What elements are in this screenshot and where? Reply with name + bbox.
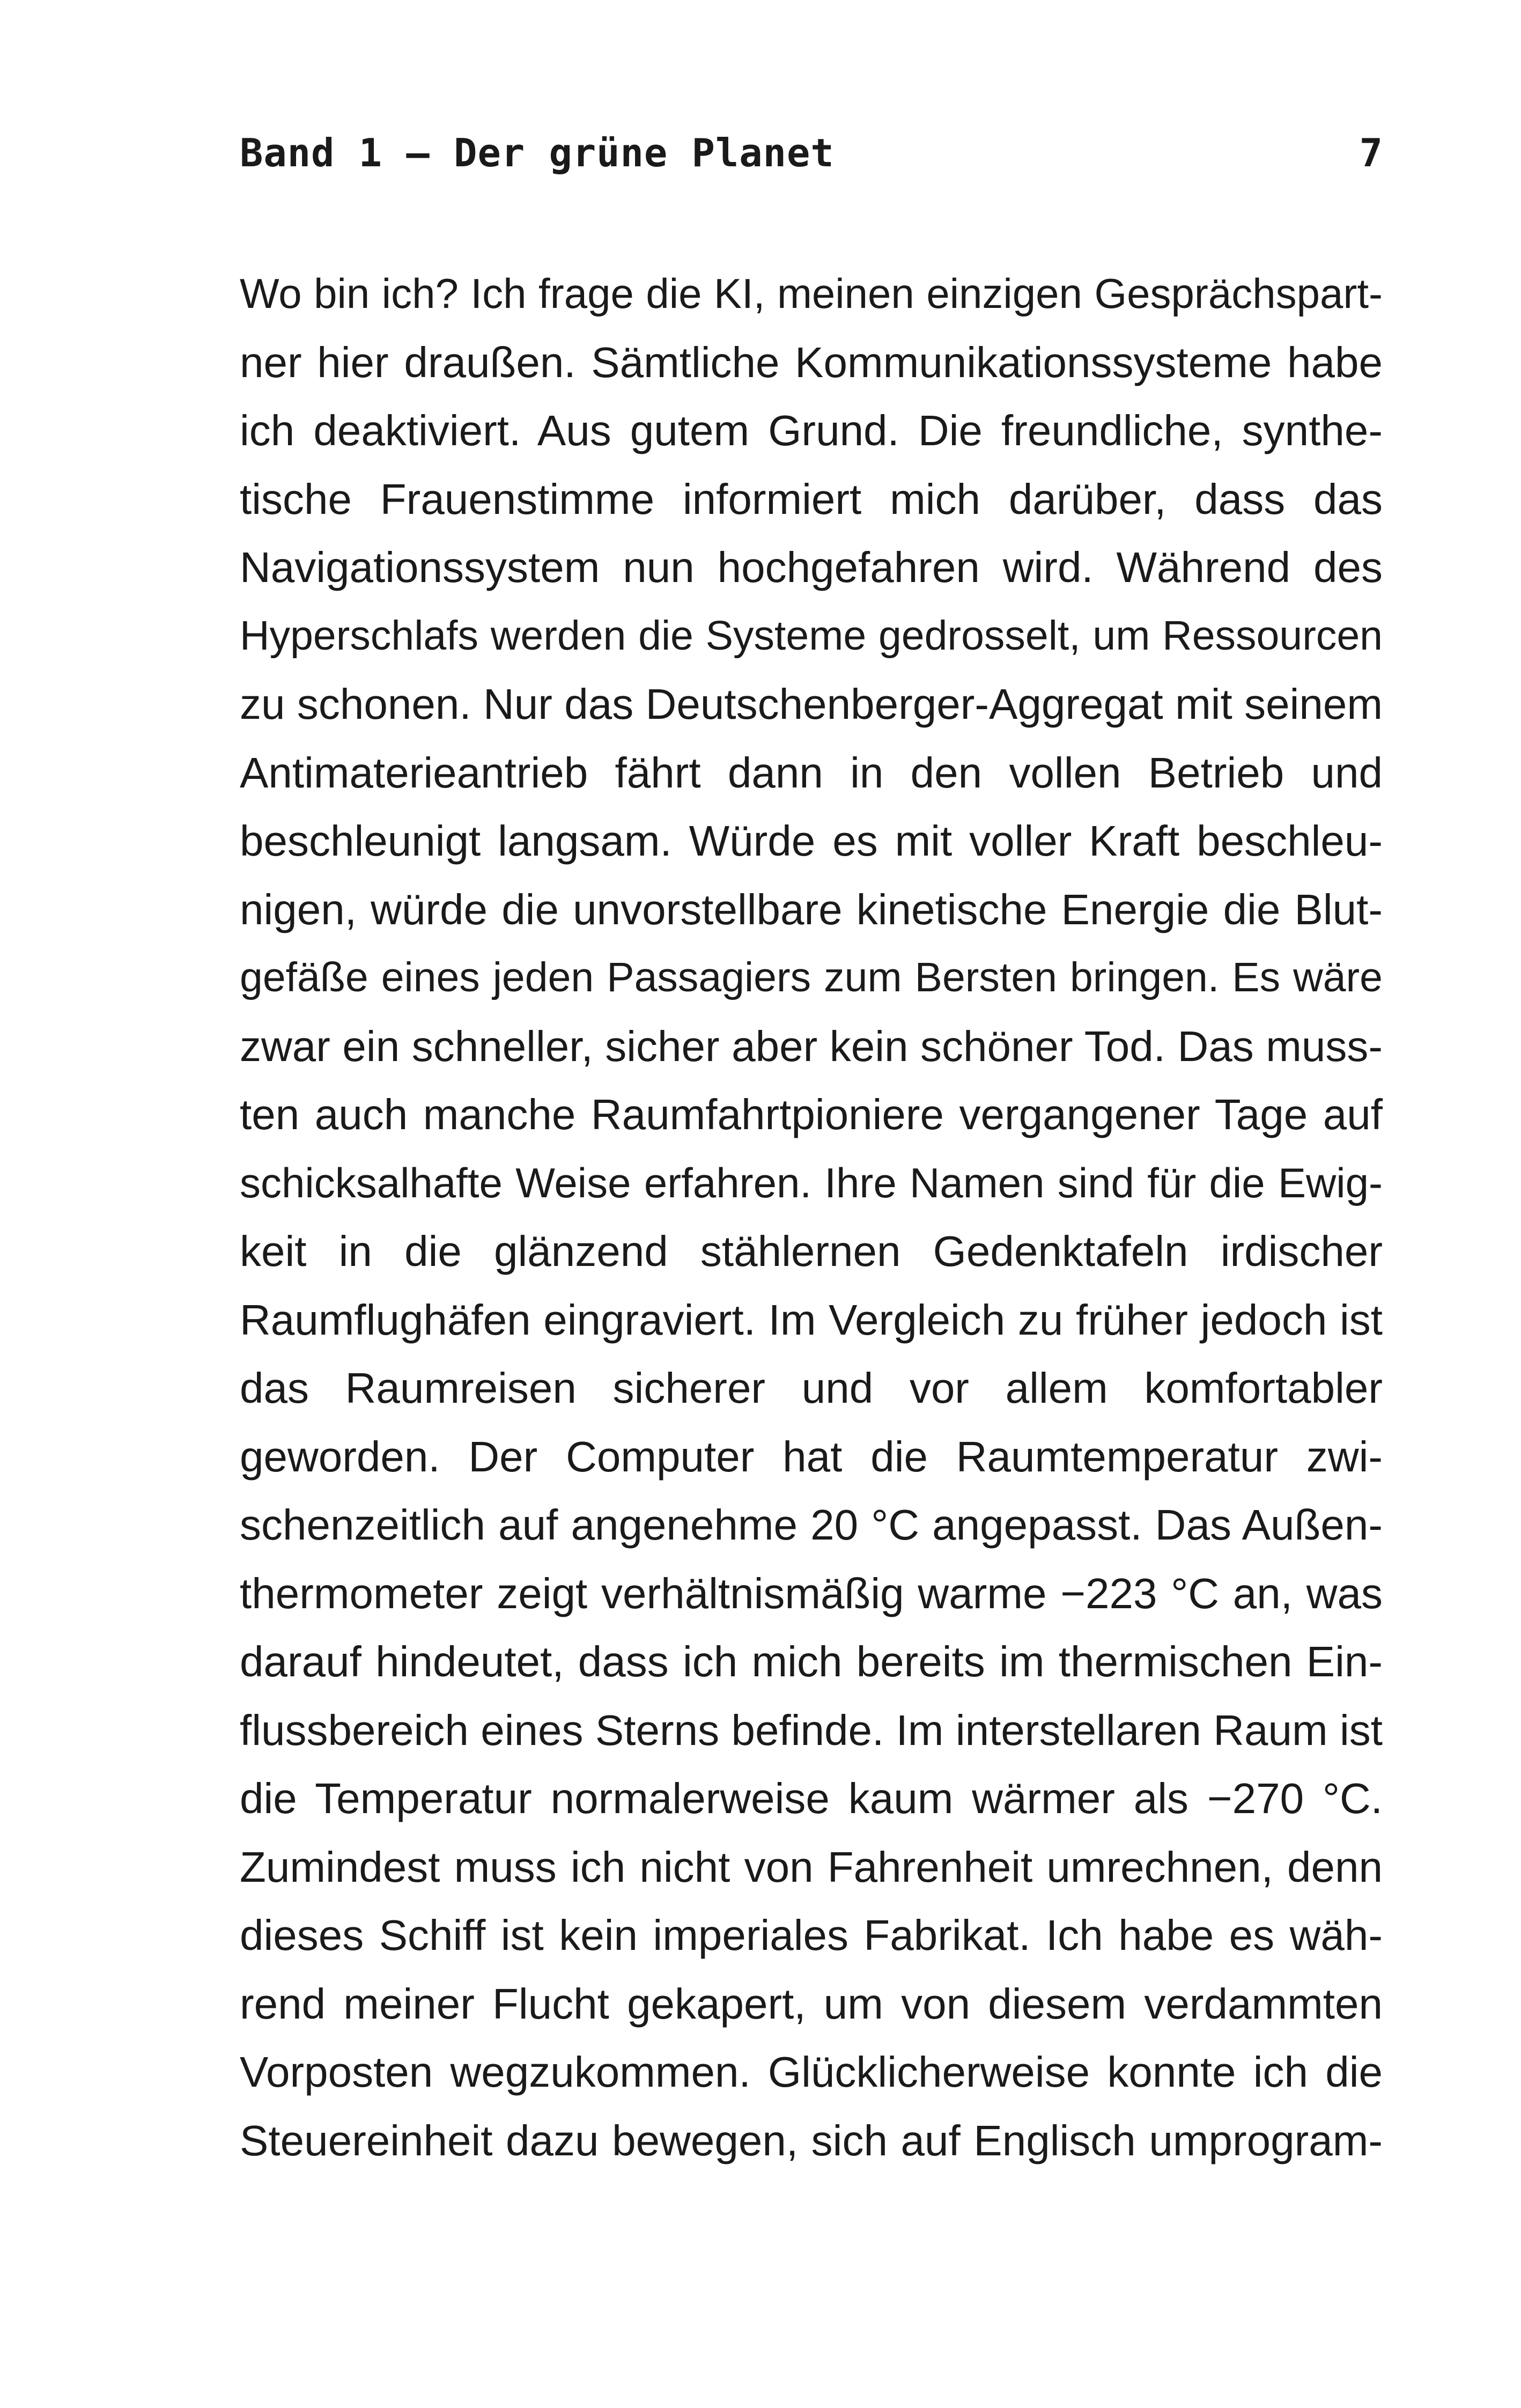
text-line: schenzeitlich auf angenehme 20 °C angepasst. Das Außen- <box>240 1501 1383 1549</box>
text-line: darauf hindeutet, dass ich mich bereits im thermischen Ein- <box>240 1638 1383 1685</box>
text-line: dieses Schiff ist kein imperiales Fabrikat. Ich habe es wäh- <box>240 1911 1383 1959</box>
text-line: zwar ein schneller, sicher aber kein schöner Tod. Das muss- <box>240 1022 1383 1070</box>
text-line: ich deaktiviert. Aus gutem Grund. Die freundliche, synthe- <box>240 407 1383 454</box>
text-line: Raumflughäfen eingraviert. Im Vergleich zu früher jedoch ist <box>240 1295 1383 1344</box>
text-line: Vorposten wegzukommen. Glücklicherweise konnte ich die <box>240 2048 1383 2096</box>
text-line: Wo bin ich? Ich frage die KI, meinen einzigen Gesprächspart- <box>240 270 1383 317</box>
text-line: ner hier draußen. Sämtliche Kommunikationssysteme habe <box>240 338 1383 386</box>
text-line: Hyperschlafs werden die Systeme gedrosselt, um Ressourcen <box>240 612 1383 659</box>
text-line: das Raumreisen sicherer und vor allem komfortabler <box>240 1364 1383 1412</box>
text-line: Antimaterieantrieb fährt dann in den vollen Betrieb und <box>240 748 1383 797</box>
text-line: gefäße eines jeden Passagiers zum Bersten bringen. Es wäre <box>240 954 1383 1000</box>
text-line: beschleunigt langsam. Würde es mit voller Kraft beschleu- <box>240 817 1383 865</box>
text-line: nigen, würde die unvorstellbare kinetische Energie die Blut- <box>240 885 1383 933</box>
text-line: Zumindest muss ich nicht von Fahrenheit umrechnen, denn <box>240 1843 1383 1891</box>
text-line: keit in die glänzend stählernen Gedenktafeln irdischer <box>240 1227 1383 1275</box>
text-line: ten auch manche Raumfahrtpioniere vergangener Tage auf <box>240 1091 1383 1138</box>
body-paragraph <box>240 260 1383 2175</box>
text-line: flussbereich eines Sterns befinde. Im interstellaren Raum ist <box>240 1706 1383 1754</box>
text-line: rend meiner Flucht gekapert, um von diesem verdammten <box>240 1979 1383 2028</box>
text-line: Navigationssystem nun hochgefahren wird. Während des <box>240 543 1383 591</box>
text-line: thermometer zeigt verhältnismäßig warme −223 °C an, was <box>240 1569 1383 1617</box>
text-line: geworden. Der Computer hat die Raumtemperatur zwi- <box>240 1432 1383 1481</box>
text-line: die Temperatur normalerweise kaum wärmer als −270 °C. <box>240 1774 1383 1822</box>
running-head <box>240 129 1383 177</box>
page-number: 7 <box>1359 130 1383 175</box>
text-line: Steuereinheit dazu bewegen, sich auf Englisch umprogram- <box>240 2116 1383 2164</box>
text-line: tische Frauenstimme informiert mich darüber, dass das <box>240 475 1383 523</box>
running-title: Band 1 – Der grüne Planet <box>240 130 835 175</box>
text-line: schicksalhafte Weise erfahren. Ihre Namen sind für die Ewig- <box>240 1159 1383 1206</box>
text-line: zu schonen. Nur das Deutschenberger-Aggregat mit seinem <box>240 680 1383 728</box>
